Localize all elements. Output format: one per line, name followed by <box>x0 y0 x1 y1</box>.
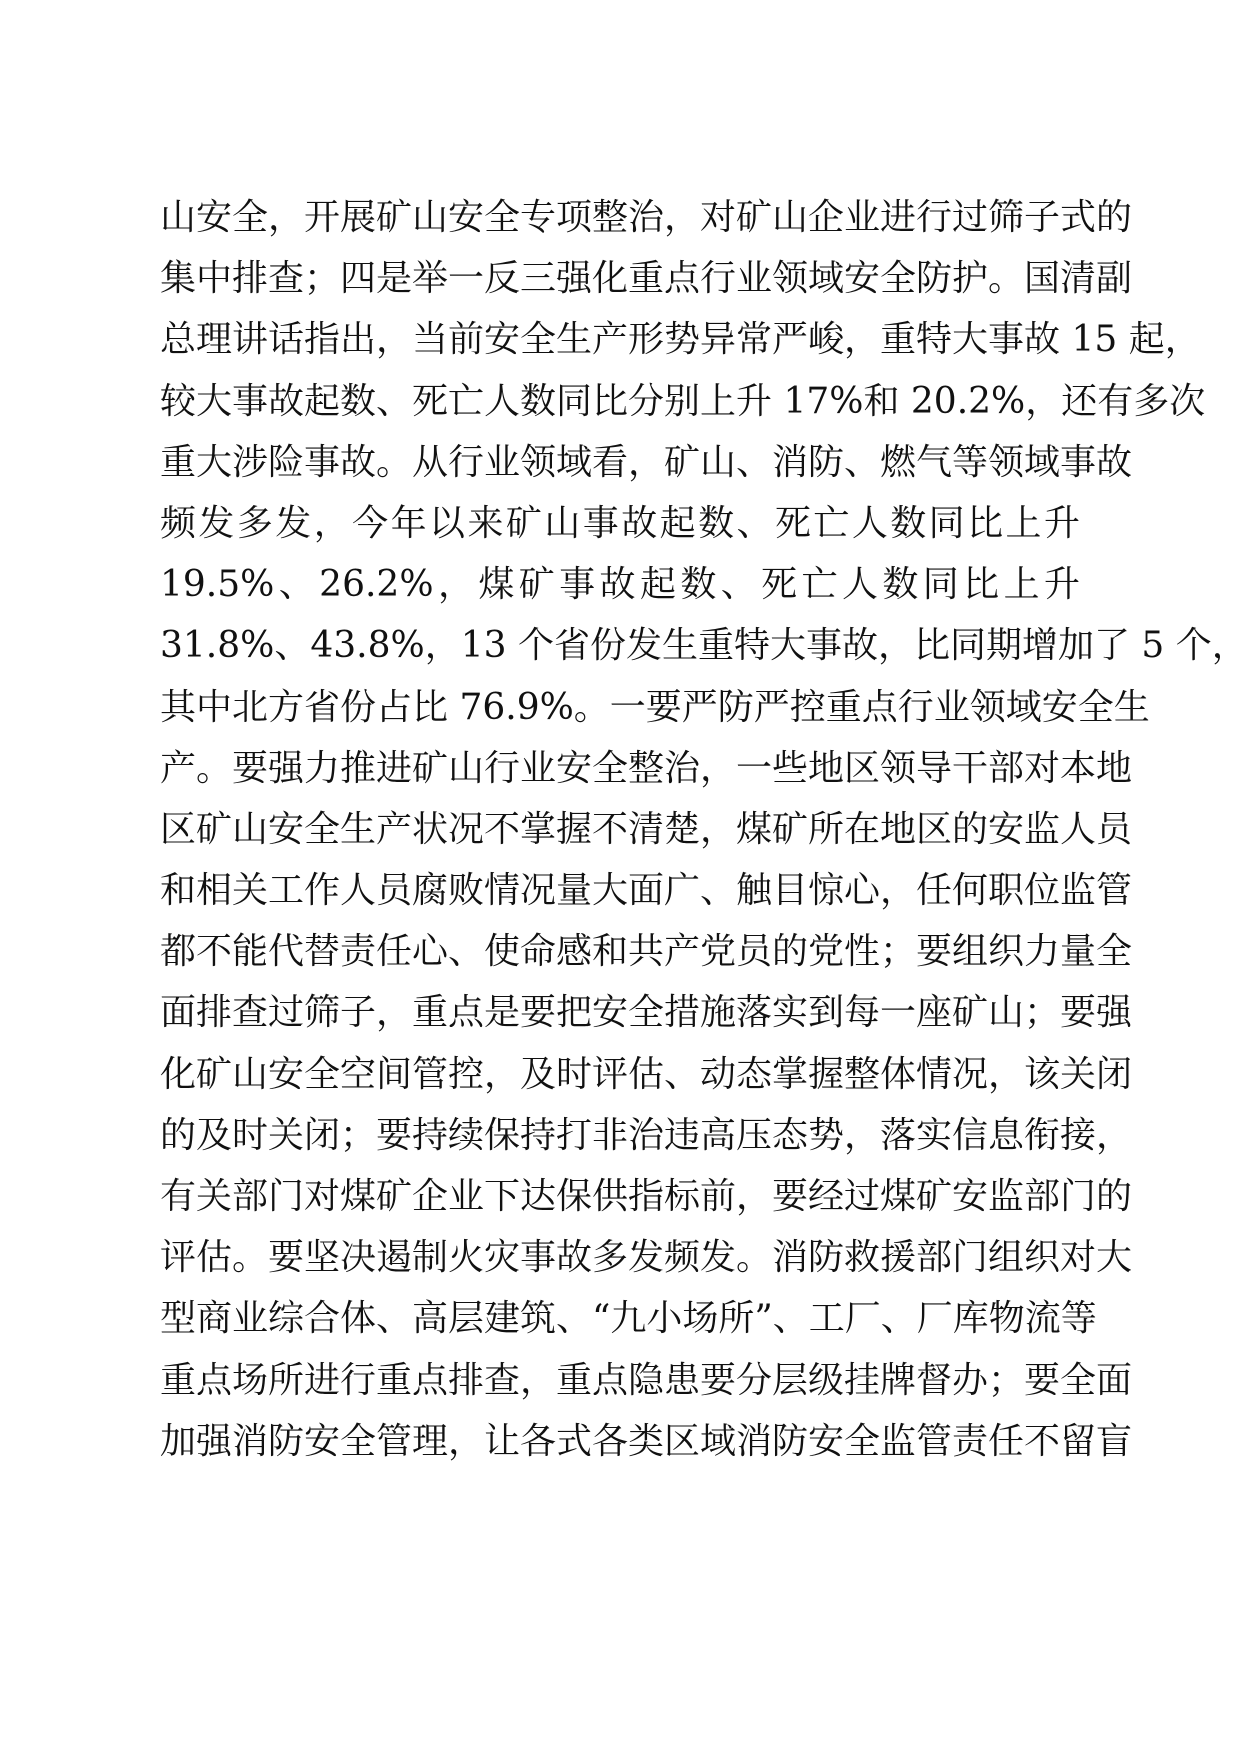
text-line-20: 重点场所进行重点排查，重点隐患要分层级挂牌督办；要全面 <box>160 1359 1133 1401</box>
text-line-11: 区矿山安全生产状况不掌握不清楚，煤矿所在地区的安监人员 <box>160 808 1133 850</box>
text-line-21: 加强消防安全管理，让各式各类区域消防安全监管责任不留盲 <box>160 1420 1133 1462</box>
text-line-19: 型商业综合体、高层建筑、“九小场所”、工厂、厂库物流等 <box>160 1298 1097 1340</box>
text-line-14: 面排查过筛子，重点是要把安全措施落实到每一座矿山；要强 <box>160 992 1133 1034</box>
text-line-9: 其中北方省份占比 76.9%。一要严防严控重点行业领域安全生 <box>160 686 1150 728</box>
text-line-13: 都不能代替责任心、使命感和共产党员的党性；要组织力量全 <box>160 931 1133 973</box>
text-line-5: 重大涉险事故。从行业领域看，矿山、消防、燃气等领域事故 <box>160 441 1133 483</box>
text-line-4: 较大事故起数、死亡人数同比分别上升 17%和 20.2%，还有多次 <box>160 380 1206 422</box>
text-line-10: 产。要强力推进矿山行业安全整治，一些地区领导干部对本地 <box>160 747 1133 789</box>
text-line-3: 总理讲话指出，当前安全生产形势异常严峻，重特大事故 15 起， <box>160 319 1201 361</box>
text-line-8: 31.8%、43.8%，13 个省份发生重特大事故，比同期增加了 5 个， <box>160 625 1248 667</box>
text-line-1: 山安全，开展矿山安全专项整治，对矿山企业进行过筛子式的 <box>160 197 1133 238</box>
text-line-17: 有关部门对煤矿企业下达保供指标前，要经过煤矿安监部门的 <box>160 1176 1133 1217</box>
body-text <box>160 187 1248 1472</box>
text-line-2: 集中排查；四是举一反三强化重点行业领域安全防护。国清副 <box>160 258 1133 300</box>
text-line-16: 的及时关闭；要持续保持打非治违高压态势，落实信息衔接， <box>160 1114 1133 1156</box>
text-line-6: 频发多发，今年以来矿山事故起数、死亡人数同比上升 <box>160 502 1080 544</box>
text-line-7: 19.5%、26.2%，煤矿事故起数、死亡人数同比上升 <box>160 564 1080 606</box>
text-line-15: 化矿山安全空间管控，及时评估、动态掌握整体情况，该关闭 <box>160 1053 1133 1095</box>
text-line-18: 评估。要坚决遏制火灾事故多发频发。消防救援部门组织对大 <box>160 1237 1133 1279</box>
text-line-12: 和相关工作人员腐败情况量大面广、触目惊心，任何职位监管 <box>160 870 1133 912</box>
